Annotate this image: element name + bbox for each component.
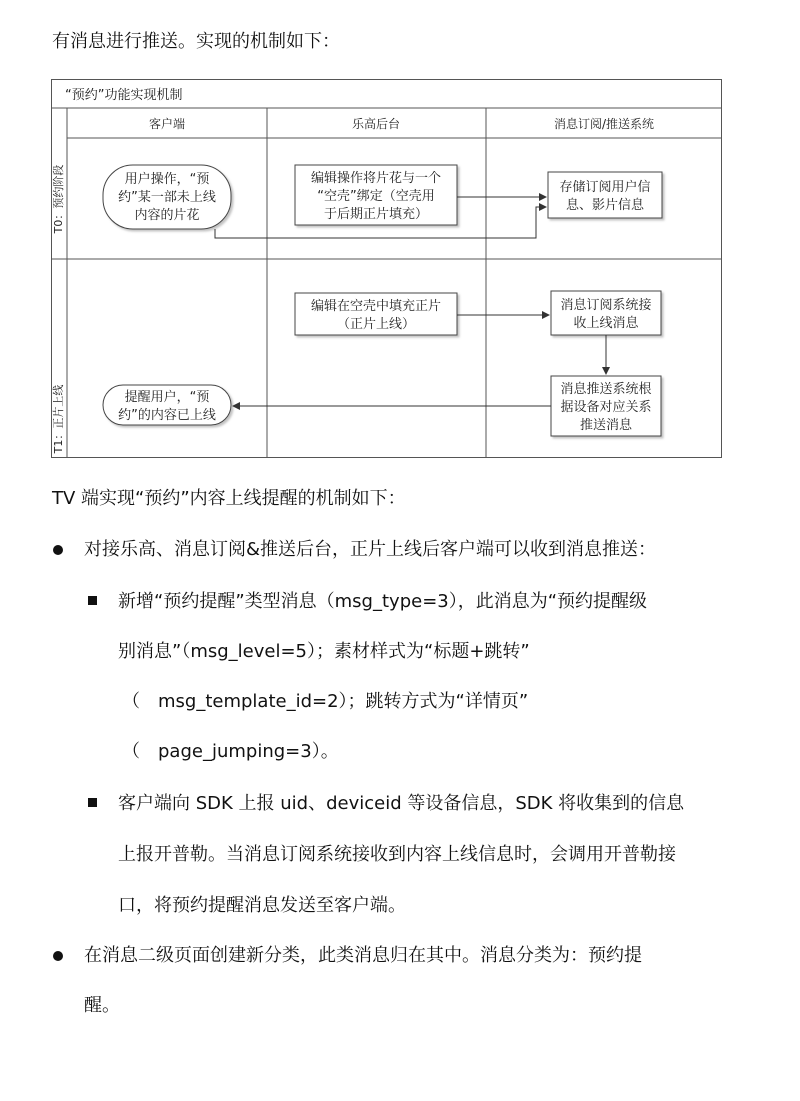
node-msg-t1b-l3: 推送消息	[579, 418, 633, 433]
lane-t0: T0：预约阶段	[52, 164, 65, 234]
node-msg-t0-l2: 息、影片信息	[565, 198, 645, 213]
bullet-square-icon	[88, 798, 97, 807]
node-msg-t0-l1: 存储订阅用户信	[559, 180, 651, 195]
node-msg-t1a-l1: 消息订阅系统接	[560, 298, 652, 313]
node-client-t1-l1: 提醒用户，“预	[124, 390, 210, 405]
column-message-system: 消息订阅/推送系统	[553, 117, 655, 131]
node-msg-t1b-l1: 消息推送系统根	[560, 382, 652, 397]
bullet-square-icon	[88, 596, 97, 605]
sub-bullet-1-line-2: 别消息”（msg_level=5）；素材样式为“标题+跳转”	[118, 641, 530, 662]
intro-line: 有消息进行推送。实现的机制如下：	[52, 31, 340, 52]
sub-bullet-1-line-1: 新增“预约提醒”类型消息（msg_type=3），此消息为“预约提醒级	[118, 591, 648, 612]
reservation-mechanism-diagram	[51, 79, 723, 460]
node-lego-t0-l2: “空壳”绑定（空壳用	[317, 189, 435, 204]
node-lego-t1-l2: （正片上线）	[336, 317, 416, 332]
sub-bullet-1-line-4: （ page_jumping=3）。	[122, 741, 339, 762]
node-client-t1-l2: 约”的内容已上线	[118, 408, 216, 423]
node-lego-t0-l1: 编辑操作将片花与一个	[310, 171, 442, 186]
node-msg-t1a-l2: 收上线消息	[573, 316, 639, 331]
bullet-2-line-1: 在消息二级页面创建新分类，此类消息归在其中。消息分类为：预约提	[84, 945, 642, 966]
sub-bullet-1-line-3: （ msg_template_id=2）；跳转方式为“详情页”	[122, 691, 529, 712]
node-lego-t1-l1: 编辑在空壳中填充正片	[310, 299, 442, 314]
column-client: 客户端	[148, 117, 186, 131]
node-client-t0-l2: 约”某一部未上线	[118, 190, 216, 205]
bullet-1-text: 对接乐高、消息订阅&推送后台，正片上线后客户端可以收到消息推送：	[84, 539, 657, 560]
lane-t1: T1：正片上线	[52, 384, 65, 454]
bullet-2-line-2: 醒。	[84, 995, 120, 1016]
sub-bullet-2-line-3: 口，将预约提醒消息发送至客户端。	[118, 895, 406, 916]
column-lego: 乐高后台	[351, 117, 401, 131]
node-client-t0-l1: 用户操作，“预	[124, 172, 210, 187]
node-msg-t1b-l2: 据设备对应关系	[560, 400, 652, 415]
bullet-dot-icon	[53, 545, 63, 555]
sub-bullet-2-line-2: 上报开普勒。当消息订阅系统接收到内容上线信息时，会调用开普勒接	[118, 844, 676, 865]
bullet-dot-icon	[53, 951, 63, 961]
diagram-title: “预约”功能实现机制	[65, 88, 183, 103]
section-heading: TV 端实现“预约”内容上线提醒的机制如下：	[52, 488, 406, 509]
node-lego-t0-l3: 于后期正片填充）	[323, 207, 429, 222]
sub-bullet-2-line-1: 客户端向 SDK 上报 uid、deviceid 等设备信息，SDK 将收集到的信息	[118, 793, 685, 814]
node-client-t0-l3: 内容的片花	[134, 208, 200, 223]
